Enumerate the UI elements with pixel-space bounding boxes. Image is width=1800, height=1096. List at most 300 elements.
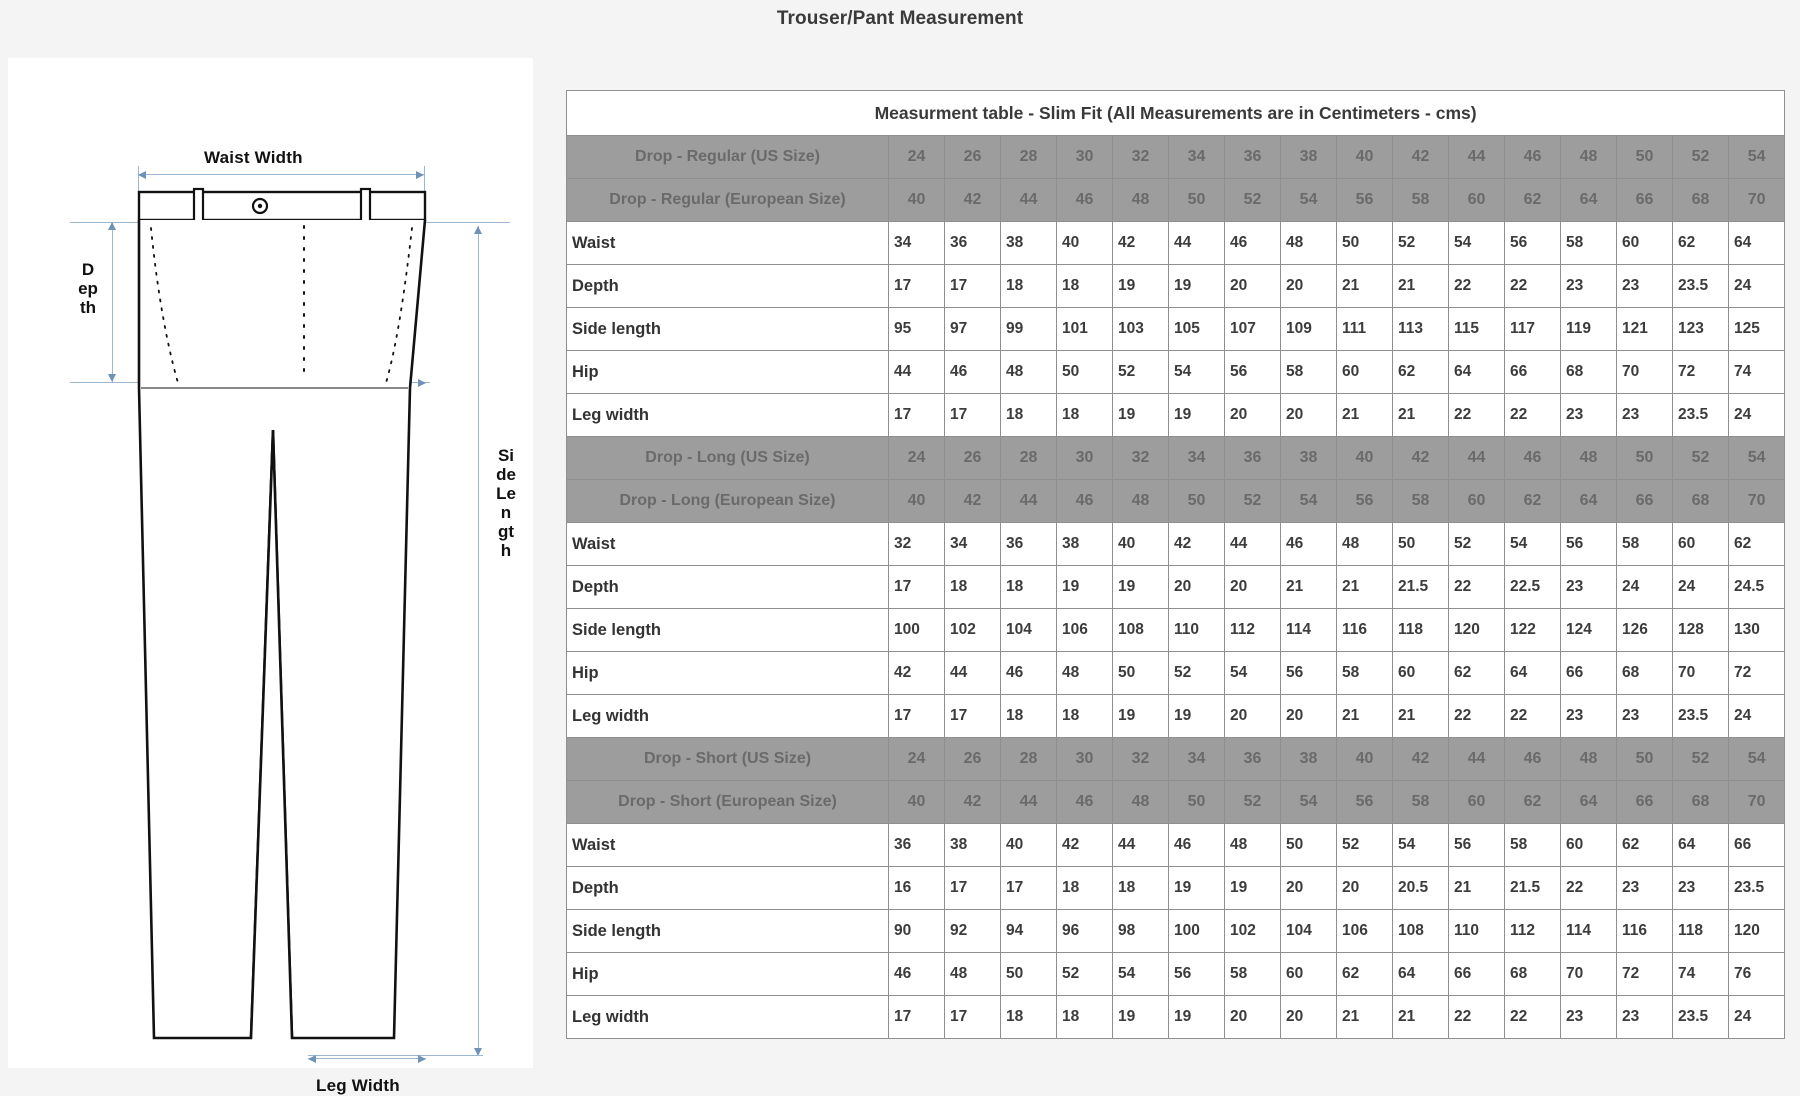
measurement-cell: 52 (1337, 824, 1393, 867)
measurement-cell: 103 (1113, 308, 1169, 351)
measurement-cell: 122 (1505, 609, 1561, 652)
measurement-cell: 112 (1225, 609, 1281, 652)
measurement-cell: 20 (1281, 394, 1337, 437)
size-value-us: 26 (945, 136, 1001, 179)
measurement-cell: 36 (945, 222, 1001, 265)
measurement-cell: 18 (1001, 265, 1057, 308)
table-row (567, 609, 1785, 652)
measurement-row-label: Leg width (567, 996, 889, 1039)
measurement-cell: 50 (1057, 351, 1113, 394)
size-value-us: 38 (1281, 437, 1337, 480)
size-value-eu: 68 (1673, 781, 1729, 824)
measurement-cell: 100 (889, 609, 945, 652)
measurement-cell: 19 (1169, 695, 1225, 738)
size-value-eu: 46 (1057, 179, 1113, 222)
size-value-eu: 42 (945, 480, 1001, 523)
measurement-cell: 36 (1001, 523, 1057, 566)
measurement-cell: 44 (945, 652, 1001, 695)
measurement-cell: 19 (1113, 996, 1169, 1039)
size-value-eu: 46 (1057, 480, 1113, 523)
measurement-cell: 60 (1617, 222, 1673, 265)
measurement-cell: 121 (1617, 308, 1673, 351)
measurement-cell: 112 (1505, 910, 1561, 953)
size-value-eu: 60 (1449, 480, 1505, 523)
table-row (567, 308, 1785, 351)
measurement-cell: 50 (1393, 523, 1449, 566)
measurement-cell: 23.5 (1673, 996, 1729, 1039)
measurement-cell: 23 (1561, 394, 1617, 437)
measurement-cell: 23 (1617, 394, 1673, 437)
measurement-cell: 56 (1281, 652, 1337, 695)
measurement-cell: 54 (1169, 351, 1225, 394)
size-value-eu: 62 (1505, 179, 1561, 222)
measurement-cell: 20 (1281, 996, 1337, 1039)
measurement-cell: 24 (1729, 996, 1785, 1039)
size-value-us: 28 (1001, 437, 1057, 480)
measurement-cell: 118 (1673, 910, 1729, 953)
size-value-us: 32 (1113, 738, 1169, 781)
measurement-cell: 22 (1449, 566, 1505, 609)
size-value-eu: 42 (945, 781, 1001, 824)
size-value-us: 52 (1673, 738, 1729, 781)
measurement-cell: 22 (1449, 996, 1505, 1039)
measurement-cell: 23 (1617, 265, 1673, 308)
size-value-eu: 52 (1225, 781, 1281, 824)
measurement-cell: 22 (1449, 394, 1505, 437)
table-caption: Measurment table - Slim Fit (All Measurements are in Centimeters - cms) (567, 91, 1785, 136)
measurement-cell: 20 (1225, 695, 1281, 738)
measurement-cell: 62 (1673, 222, 1729, 265)
measurement-cell: 98 (1113, 910, 1169, 953)
measurement-cell: 19 (1169, 867, 1225, 910)
measurement-cell: 18 (1057, 265, 1113, 308)
measurement-cell: 20 (1337, 867, 1393, 910)
size-value-eu: 56 (1337, 480, 1393, 523)
measurement-cell: 18 (1057, 996, 1113, 1039)
measurement-cell: 110 (1449, 910, 1505, 953)
table-row (567, 523, 1785, 566)
measurement-cell: 60 (1281, 953, 1337, 996)
measurement-cell: 50 (1001, 953, 1057, 996)
measurement-cell: 106 (1337, 910, 1393, 953)
measurement-cell: 44 (1169, 222, 1225, 265)
measurement-cell: 60 (1673, 523, 1729, 566)
measurement-cell: 17 (889, 265, 945, 308)
measurement-cell: 48 (1281, 222, 1337, 265)
measurement-cell: 24.5 (1729, 566, 1785, 609)
measurement-cell: 74 (1673, 953, 1729, 996)
measurement-cell: 20 (1281, 867, 1337, 910)
measurement-cell: 21 (1393, 394, 1449, 437)
measurement-cell: 56 (1169, 953, 1225, 996)
measurement-cell: 18 (945, 566, 1001, 609)
measurement-cell: 21 (1337, 265, 1393, 308)
measurement-cell: 54 (1505, 523, 1561, 566)
size-value-us: 52 (1673, 437, 1729, 480)
measurement-cell: 54 (1393, 824, 1449, 867)
measurement-cell: 20 (1281, 265, 1337, 308)
size-value-us: 34 (1169, 738, 1225, 781)
size-value-eu: 66 (1617, 480, 1673, 523)
size-value-us: 24 (889, 136, 945, 179)
measurement-cell: 42 (1057, 824, 1113, 867)
measurement-cell: 22 (1561, 867, 1617, 910)
measurement-cell: 94 (1001, 910, 1057, 953)
measurement-cell: 22 (1449, 695, 1505, 738)
size-value-eu: 42 (945, 179, 1001, 222)
size-value-us: 26 (945, 437, 1001, 480)
measurement-cell: 52 (1393, 222, 1449, 265)
measurement-cell: 54 (1449, 222, 1505, 265)
measurement-cell: 62 (1449, 652, 1505, 695)
size-value-eu: 58 (1393, 480, 1449, 523)
measurement-cell: 90 (889, 910, 945, 953)
size-value-eu: 68 (1673, 179, 1729, 222)
measurement-cell: 48 (1001, 351, 1057, 394)
trouser-outline-svg (8, 58, 533, 1068)
size-value-us: 32 (1113, 437, 1169, 480)
measurement-cell: 107 (1225, 308, 1281, 351)
measurement-cell: 24 (1729, 265, 1785, 308)
measurement-cell: 50 (1113, 652, 1169, 695)
size-value-us: 40 (1337, 136, 1393, 179)
measurement-cell: 46 (889, 953, 945, 996)
measurement-cell: 18 (1001, 996, 1057, 1039)
measurement-cell: 18 (1001, 695, 1057, 738)
size-value-us: 52 (1673, 136, 1729, 179)
measurement-cell: 20 (1225, 394, 1281, 437)
measurement-cell: 23 (1673, 867, 1729, 910)
size-value-us: 46 (1505, 136, 1561, 179)
measurement-cell: 17 (889, 996, 945, 1039)
table-row (567, 695, 1785, 738)
measurement-cell: 92 (945, 910, 1001, 953)
size-value-us: 40 (1337, 738, 1393, 781)
measurement-cell: 64 (1393, 953, 1449, 996)
size-value-eu: 58 (1393, 179, 1449, 222)
measurement-cell: 22 (1505, 695, 1561, 738)
size-value-eu: 40 (889, 179, 945, 222)
size-group-label: Drop - Long (US Size) (567, 437, 889, 480)
size-group-row-us (567, 136, 1785, 179)
measurement-cell: 58 (1617, 523, 1673, 566)
measurement-cell: 17 (1001, 867, 1057, 910)
measurement-cell: 20 (1225, 996, 1281, 1039)
measurement-cell: 17 (945, 265, 1001, 308)
size-group-label: Drop - Short (European Size) (567, 781, 889, 824)
page-title: Trouser/Pant Measurement (776, 8, 1024, 29)
measurement-row-label: Waist (567, 222, 889, 265)
measurement-row-label: Waist (567, 523, 889, 566)
measurement-cell: 52 (1057, 953, 1113, 996)
size-value-us: 54 (1729, 136, 1785, 179)
measurement-cell: 17 (945, 996, 1001, 1039)
table-row (567, 394, 1785, 437)
size-group-label: Drop - Long (European Size) (567, 480, 889, 523)
measurement-cell: 106 (1057, 609, 1113, 652)
size-value-eu: 50 (1169, 781, 1225, 824)
measurement-cell: 23.5 (1673, 394, 1729, 437)
measurement-cell: 119 (1561, 308, 1617, 351)
measurement-table (566, 90, 1785, 1039)
waist-width-label: Waist Width (204, 148, 303, 167)
size-value-eu: 44 (1001, 179, 1057, 222)
measurement-cell: 54 (1225, 652, 1281, 695)
measurement-cell: 38 (945, 824, 1001, 867)
measurement-cell: 19 (1057, 566, 1113, 609)
measurement-cell: 70 (1673, 652, 1729, 695)
measurement-cell: 48 (1225, 824, 1281, 867)
size-group-label: Drop - Regular (US Size) (567, 136, 889, 179)
measurement-cell: 23 (1561, 695, 1617, 738)
measurement-cell: 56 (1225, 351, 1281, 394)
leg-width-label: Leg Width (316, 1076, 400, 1095)
size-value-eu: 40 (889, 480, 945, 523)
measurement-row-label: Hip (567, 953, 889, 996)
measurement-cell: 46 (945, 351, 1001, 394)
measurement-cell: 117 (1505, 308, 1561, 351)
size-value-us: 24 (889, 738, 945, 781)
measurement-cell: 66 (1449, 953, 1505, 996)
measurement-cell: 126 (1617, 609, 1673, 652)
measurement-cell: 118 (1393, 609, 1449, 652)
measurement-cell: 108 (1113, 609, 1169, 652)
measurement-cell: 68 (1505, 953, 1561, 996)
measurement-cell: 76 (1729, 953, 1785, 996)
size-value-us: 54 (1729, 738, 1785, 781)
measurement-cell: 24 (1617, 566, 1673, 609)
measurement-cell: 21 (1337, 394, 1393, 437)
measurement-cell: 60 (1337, 351, 1393, 394)
measurement-cell: 110 (1169, 609, 1225, 652)
table-row (567, 824, 1785, 867)
size-group-row-eu (567, 480, 1785, 523)
measurement-cell: 66 (1561, 652, 1617, 695)
measurement-cell: 97 (945, 308, 1001, 351)
measurement-cell: 64 (1729, 222, 1785, 265)
measurement-cell: 116 (1617, 910, 1673, 953)
measurement-cell: 21 (1393, 265, 1449, 308)
measurement-cell: 21 (1337, 566, 1393, 609)
measurement-cell: 108 (1393, 910, 1449, 953)
size-value-eu: 54 (1281, 179, 1337, 222)
measurement-cell: 46 (1225, 222, 1281, 265)
measurement-cell: 23.5 (1729, 867, 1785, 910)
size-value-eu: 64 (1561, 781, 1617, 824)
measurement-cell: 21 (1337, 695, 1393, 738)
measurement-cell: 115 (1449, 308, 1505, 351)
measurement-cell: 18 (1001, 566, 1057, 609)
size-value-eu: 70 (1729, 480, 1785, 523)
measurement-cell: 46 (1001, 652, 1057, 695)
size-value-us: 30 (1057, 738, 1113, 781)
size-value-us: 28 (1001, 738, 1057, 781)
measurement-cell: 116 (1337, 609, 1393, 652)
measurement-row-label: Waist (567, 824, 889, 867)
size-value-us: 50 (1617, 437, 1673, 480)
size-value-eu: 70 (1729, 781, 1785, 824)
measurement-cell: 23 (1617, 867, 1673, 910)
measurement-cell: 19 (1113, 566, 1169, 609)
size-group-row-us (567, 437, 1785, 480)
measurement-cell: 40 (1113, 523, 1169, 566)
measurement-cell: 21.5 (1505, 867, 1561, 910)
measurement-cell: 21 (1449, 867, 1505, 910)
measurement-cell: 96 (1057, 910, 1113, 953)
measurement-cell: 62 (1617, 824, 1673, 867)
measurement-cell: 19 (1113, 265, 1169, 308)
measurement-cell: 104 (1281, 910, 1337, 953)
measurement-cell: 21 (1393, 695, 1449, 738)
measurement-cell: 70 (1561, 953, 1617, 996)
measurement-cell: 72 (1617, 953, 1673, 996)
size-value-eu: 56 (1337, 781, 1393, 824)
measurement-cell: 99 (1001, 308, 1057, 351)
size-value-us: 24 (889, 437, 945, 480)
measurement-cell: 32 (889, 523, 945, 566)
size-value-eu: 68 (1673, 480, 1729, 523)
measurement-cell: 18 (1113, 867, 1169, 910)
measurement-row-label: Hip (567, 652, 889, 695)
measurement-cell: 20 (1225, 265, 1281, 308)
table-row (567, 652, 1785, 695)
size-value-eu: 40 (889, 781, 945, 824)
measurement-cell: 58 (1505, 824, 1561, 867)
size-value-eu: 50 (1169, 480, 1225, 523)
measurement-cell: 42 (889, 652, 945, 695)
measurement-cell: 104 (1001, 609, 1057, 652)
measurement-cell: 23.5 (1673, 265, 1729, 308)
measurement-cell: 19 (1113, 695, 1169, 738)
measurement-cell: 21.5 (1393, 566, 1449, 609)
measurement-cell: 66 (1729, 824, 1785, 867)
table-row (567, 566, 1785, 609)
size-value-us: 50 (1617, 136, 1673, 179)
measurement-cell: 62 (1337, 953, 1393, 996)
measurement-cell: 20 (1281, 695, 1337, 738)
measurement-cell: 22 (1505, 996, 1561, 1039)
measurement-cell: 16 (889, 867, 945, 910)
measurement-cell: 19 (1113, 394, 1169, 437)
measurement-cell: 46 (1281, 523, 1337, 566)
measurement-row-label: Hip (567, 351, 889, 394)
measurement-cell: 20 (1169, 566, 1225, 609)
measurement-cell: 19 (1169, 996, 1225, 1039)
measurement-cell: 101 (1057, 308, 1113, 351)
measurement-cell: 111 (1337, 308, 1393, 351)
measurement-cell: 102 (1225, 910, 1281, 953)
size-group-row-eu (567, 179, 1785, 222)
measurement-cell: 17 (945, 867, 1001, 910)
size-value-us: 48 (1561, 437, 1617, 480)
table-row (567, 953, 1785, 996)
measurement-cell: 18 (1001, 394, 1057, 437)
size-value-eu: 60 (1449, 179, 1505, 222)
size-value-us: 40 (1337, 437, 1393, 480)
size-value-eu: 66 (1617, 179, 1673, 222)
size-group-label: Drop - Regular (European Size) (567, 179, 889, 222)
measurement-row-label: Side length (567, 609, 889, 652)
measurement-cell: 95 (889, 308, 945, 351)
measurement-cell: 113 (1393, 308, 1449, 351)
size-value-us: 50 (1617, 738, 1673, 781)
size-value-eu: 50 (1169, 179, 1225, 222)
measurement-cell: 52 (1449, 523, 1505, 566)
size-value-us: 34 (1169, 437, 1225, 480)
measurement-cell: 54 (1113, 953, 1169, 996)
measurement-row-label: Depth (567, 265, 889, 308)
size-value-us: 36 (1225, 738, 1281, 781)
measurement-cell: 114 (1561, 910, 1617, 953)
size-value-eu: 62 (1505, 781, 1561, 824)
size-value-us: 28 (1001, 136, 1057, 179)
size-value-us: 32 (1113, 136, 1169, 179)
measurement-cell: 124 (1561, 609, 1617, 652)
measurement-cell: 56 (1505, 222, 1561, 265)
measurement-cell: 36 (889, 824, 945, 867)
measurement-cell: 22 (1449, 265, 1505, 308)
measurement-cell: 23 (1561, 265, 1617, 308)
measurement-cell: 42 (1169, 523, 1225, 566)
measurement-cell: 46 (1169, 824, 1225, 867)
size-value-eu: 58 (1393, 781, 1449, 824)
measurement-cell: 19 (1225, 867, 1281, 910)
size-value-eu: 64 (1561, 179, 1617, 222)
size-value-us: 34 (1169, 136, 1225, 179)
measurement-cell: 72 (1729, 652, 1785, 695)
measurement-cell: 19 (1169, 394, 1225, 437)
measurement-cell: 40 (1057, 222, 1113, 265)
measurement-cell: 23 (1617, 695, 1673, 738)
size-value-us: 44 (1449, 136, 1505, 179)
size-group-row-us (567, 738, 1785, 781)
measurement-cell: 48 (945, 953, 1001, 996)
measurement-cell: 100 (1169, 910, 1225, 953)
size-value-us: 42 (1393, 437, 1449, 480)
measurement-cell: 17 (945, 695, 1001, 738)
size-value-us: 42 (1393, 136, 1449, 179)
measurement-cell: 58 (1281, 351, 1337, 394)
size-value-eu: 48 (1113, 781, 1169, 824)
measurement-cell: 58 (1561, 222, 1617, 265)
table-row (567, 351, 1785, 394)
measurement-cell: 18 (1057, 867, 1113, 910)
size-value-us: 42 (1393, 738, 1449, 781)
size-value-us: 46 (1505, 738, 1561, 781)
size-value-eu: 54 (1281, 781, 1337, 824)
size-value-us: 26 (945, 738, 1001, 781)
measurement-cell: 20 (1225, 566, 1281, 609)
measurement-cell: 70 (1617, 351, 1673, 394)
measurement-cell: 22 (1505, 394, 1561, 437)
size-value-eu: 64 (1561, 480, 1617, 523)
measurement-cell: 18 (1057, 695, 1113, 738)
measurement-row-label: Side length (567, 910, 889, 953)
measurement-cell: 74 (1729, 351, 1785, 394)
measurement-cell: 120 (1729, 910, 1785, 953)
size-value-us: 44 (1449, 738, 1505, 781)
measurement-cell: 17 (889, 695, 945, 738)
measurement-cell: 44 (889, 351, 945, 394)
size-value-us: 44 (1449, 437, 1505, 480)
measurement-cell: 34 (889, 222, 945, 265)
size-value-us: 30 (1057, 437, 1113, 480)
size-group-row-eu (567, 781, 1785, 824)
measurement-cell: 50 (1281, 824, 1337, 867)
size-value-eu: 54 (1281, 480, 1337, 523)
measurement-cell: 58 (1337, 652, 1393, 695)
measurement-cell: 24 (1729, 695, 1785, 738)
